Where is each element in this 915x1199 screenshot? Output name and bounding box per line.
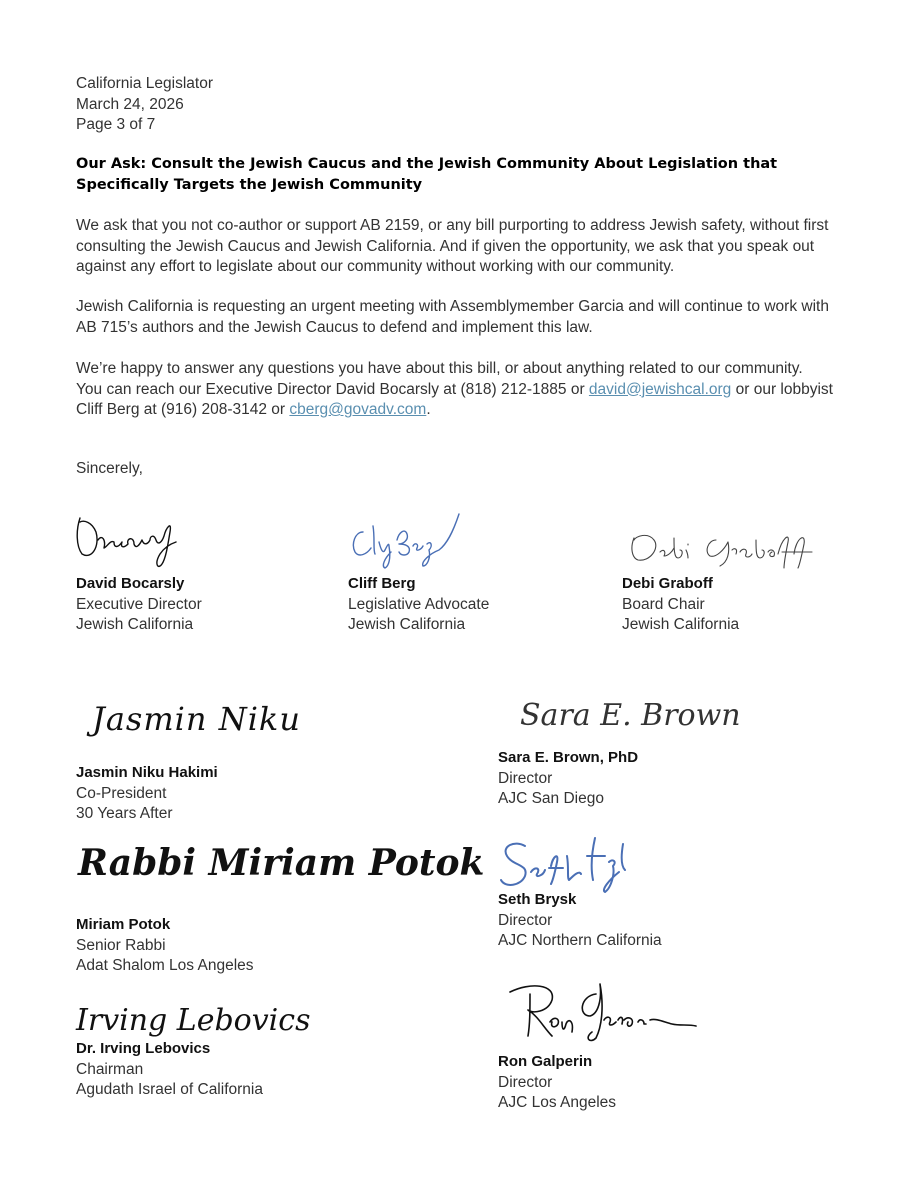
signer-potok: [76, 915, 254, 977]
signer-org: Jewish California: [348, 616, 466, 633]
signer-name: Ron Galperin: [498, 1053, 593, 1070]
signature-bocarsly: [70, 510, 180, 572]
signer-org: AJC Los Angeles: [498, 1094, 617, 1111]
paragraph-line: We ask that you not co-author or support AB 2159, or any bill purporting to address Jewish safety, without first: [76, 217, 829, 234]
signature-hakimi: Jasmin Niku: [92, 700, 301, 738]
body-paragraph-2: [76, 297, 876, 338]
signer-berg: [348, 574, 489, 636]
contact-text: You can reach our Executive Director David Bocarsly at (818) 212-1885 or: [76, 380, 589, 398]
heading-line-2: Specifically Targets the Jewish Community: [76, 177, 423, 193]
signer-galperin: [498, 1052, 616, 1114]
signature-brown: Sara E. Brown: [520, 698, 741, 733]
signer-org: Adat Shalom Los Angeles: [76, 957, 254, 974]
paragraph-line: consulting the Jewish Caucus and Jewish California. And if given the opportunity, we ask that you speak out: [76, 237, 815, 255]
paragraph-line: Jewish California is requesting an urgent meeting with Assemblymember Garcia and will continue to work with: [76, 298, 829, 315]
signer-name: Jasmin Niku Hakimi: [76, 764, 218, 781]
signature-brysk: [495, 826, 635, 896]
signer-name: Sara E. Brown, PhD: [498, 749, 639, 766]
email-link-cberg[interactable]: cberg@govadv.com: [289, 401, 427, 418]
email-link-david[interactable]: david@jewishcal.org: [588, 380, 732, 398]
signer-title: Legislative Advocate: [348, 595, 490, 613]
section-heading: [76, 154, 836, 196]
recipient-line: California Legislator: [76, 75, 213, 92]
letter-header: [76, 74, 213, 136]
signer-title: Co-President: [76, 784, 167, 802]
signer-org: Agudath Israel of California: [76, 1081, 263, 1098]
signature-potok: Rabbi Miriam Potok: [78, 842, 485, 884]
signer-org: AJC San Diego: [498, 790, 604, 807]
signer-name: Cliff Berg: [348, 575, 416, 592]
paragraph-line: We’re happy to answer any questions you have about this bill, or about anything related to our community.: [76, 360, 803, 377]
signer-name: Miriam Potok: [76, 916, 171, 933]
signer-bocarsly: [76, 574, 202, 636]
signature-berg: [345, 510, 465, 570]
closing-salutation: Sincerely,: [76, 460, 143, 477]
signer-name: David Bocarsly: [76, 575, 185, 592]
contact-text: or our lobbyist: [731, 380, 833, 398]
signer-title: Director: [498, 911, 553, 929]
signer-org: Jewish California: [76, 616, 194, 633]
signer-hakimi: [76, 763, 218, 825]
signer-title: Director: [498, 769, 553, 787]
page-number: Page 3 of 7: [76, 116, 156, 133]
signer-title: Board Chair: [622, 595, 705, 613]
signature-lebovics: Irving Lebovics: [76, 1003, 311, 1038]
body-paragraph-3: [76, 359, 876, 421]
paragraph-line: [76, 400, 876, 421]
signer-org: Jewish California: [622, 616, 740, 633]
heading-line-1: Our Ask: Consult the Jewish Caucus and the Jewish Community About Legislation that: [76, 156, 778, 172]
paragraph-line: [76, 380, 876, 401]
signer-title: Director: [498, 1073, 553, 1091]
paragraph-line: against any effort to legislate about our community without working with our community.: [76, 258, 675, 275]
signer-org: 30 Years After: [76, 805, 173, 822]
signer-brysk: [498, 890, 662, 952]
contact-text: Cliff Berg at (916) 208-3142 or: [76, 401, 290, 418]
contact-text: .: [426, 401, 431, 418]
signer-title: Chairman: [76, 1060, 144, 1078]
signature-graboff: [620, 518, 820, 570]
signer-name: Debi Graboff: [622, 575, 713, 592]
signer-name: Seth Brysk: [498, 891, 577, 908]
signer-graboff: [622, 574, 739, 636]
signer-lebovics: [76, 1039, 263, 1101]
paragraph-line: AB 715’s authors and the Jewish Caucus to defend and implement this law.: [76, 318, 593, 336]
signer-title: Senior Rabbi: [76, 936, 166, 954]
signer-name: Dr. Irving Lebovics: [76, 1040, 211, 1057]
signature-galperin: [500, 976, 700, 1046]
signer-brown: [498, 748, 638, 810]
signer-org: AJC Northern California: [498, 932, 662, 949]
date-line: March 24, 2026: [76, 95, 184, 113]
signer-title: Executive Director: [76, 595, 202, 613]
body-paragraph-1: [76, 216, 876, 278]
